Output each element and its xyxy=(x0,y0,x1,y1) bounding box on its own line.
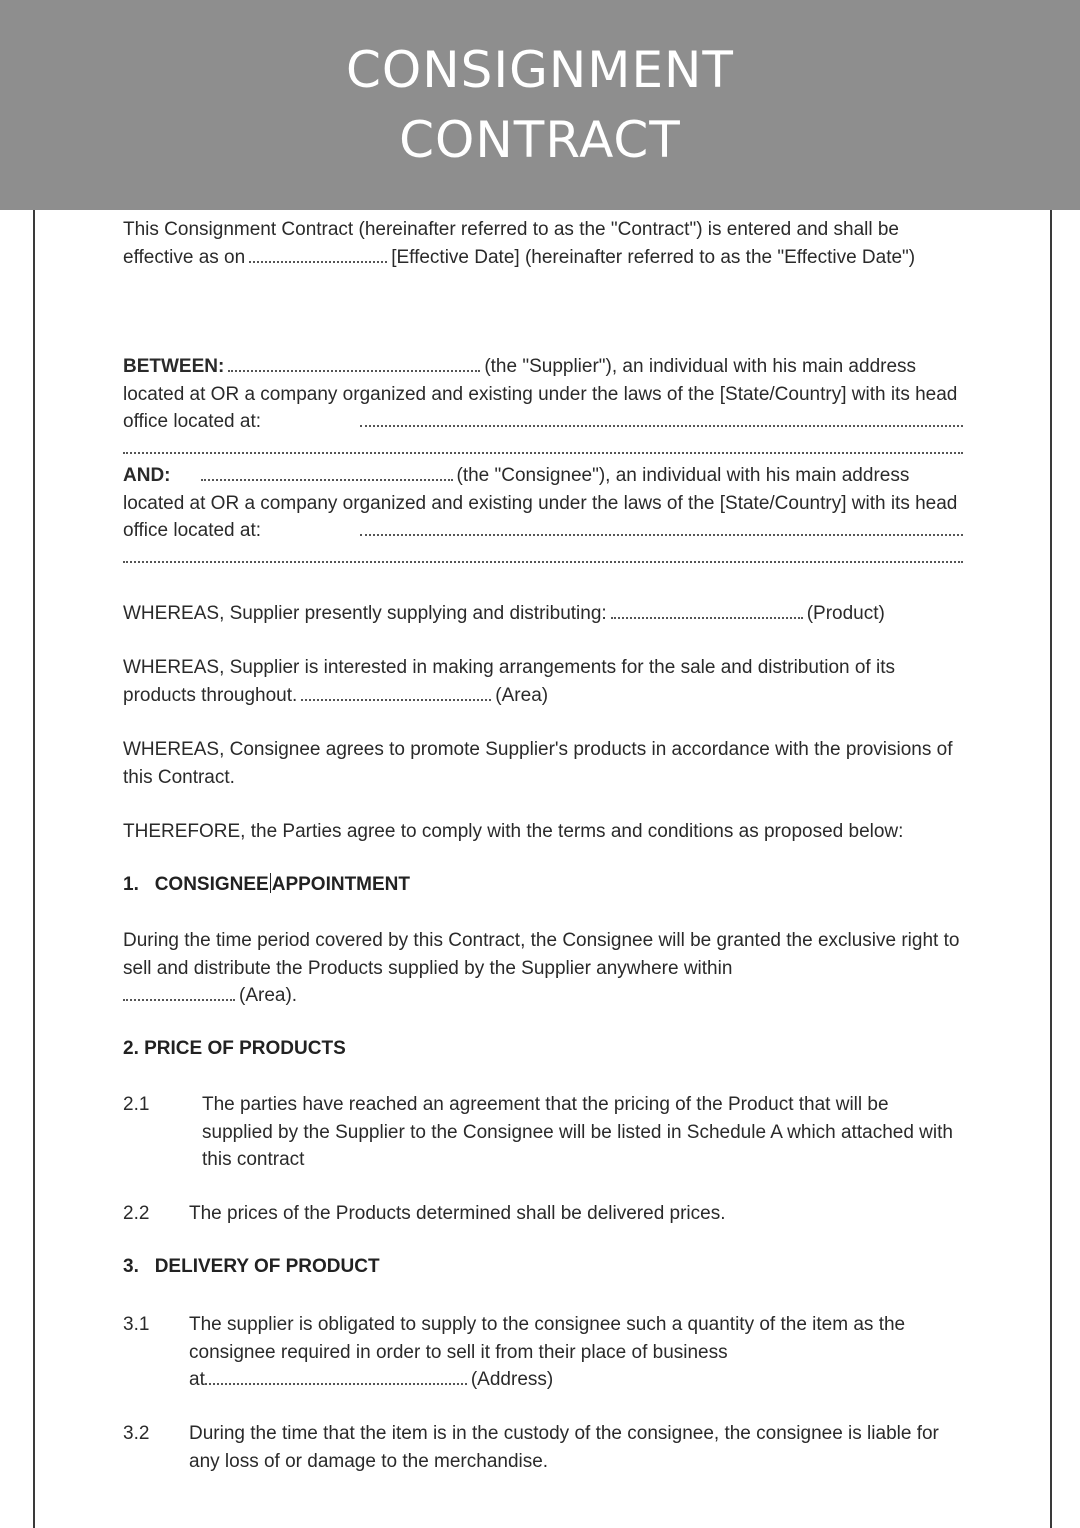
text-cursor xyxy=(270,873,271,893)
section-2-heading: 2. PRICE OF PRODUCTS xyxy=(123,1038,346,1059)
supplier-address-blank-1 xyxy=(360,425,963,427)
therefore-paragraph: THEREFORE, the Parties agree to comply with the terms and conditions as proposed below: xyxy=(123,821,904,842)
and-paragraph xyxy=(123,462,963,545)
whereas-1-suffix: (Product) xyxy=(806,603,885,624)
clause-3-2-text: During the time that the item is in the custody of the consignee, the consignee is liable for any loss of or damage to the merchandise. xyxy=(189,1423,939,1472)
supplier-address-blank-2 xyxy=(123,452,963,454)
section-1-body-text: During the time period covered by this Contract, the Consignee will be granted the exclusive right to sell and distribute the Products supplied by the Supplier anywhere within xyxy=(123,930,960,979)
clause-3-1-prefix: at xyxy=(189,1369,205,1390)
address-blank xyxy=(205,1383,467,1385)
section-1-heading xyxy=(123,871,410,899)
intro-paragraph xyxy=(123,216,963,271)
page-border-right xyxy=(1050,210,1052,1528)
title-banner xyxy=(0,0,1080,210)
clause-2-1-text: The parties have reached an agreement that the pricing of the Product that will be supplied by the Supplier to the Consignee will be listed in Schedule A which attached with this contract xyxy=(202,1094,953,1170)
whereas-3-paragraph: WHEREAS, Consignee agrees to promote Supplier's products in accordance with the provisions of this Contract. xyxy=(123,739,953,788)
section-3-title: DELIVERY OF PRODUCT xyxy=(154,1256,380,1277)
whereas-2-text: WHEREAS, Supplier is interested in making arrangements for the sale and distribution of its products throughout. xyxy=(123,657,895,706)
between-paragraph xyxy=(123,353,963,436)
between-text: (the "Supplier"), an individual with his main address located at OR a company organized and existing under the laws of the [State/Country] with its head office located at: xyxy=(123,356,958,432)
consignee-address-blank-2 xyxy=(123,561,963,563)
area-blank-1 xyxy=(301,699,491,701)
clause-3-1-text xyxy=(189,1311,939,1394)
whereas-2-paragraph xyxy=(123,654,963,709)
between-label: BETWEEN: xyxy=(123,356,225,377)
clause-2-2-text: The prices of the Products determined shall be delivered prices. xyxy=(189,1203,726,1224)
section-3-number: 3. xyxy=(123,1256,139,1277)
section-3-heading xyxy=(123,1253,380,1281)
section-1-suffix: (Area). xyxy=(239,985,298,1006)
area-blank-2 xyxy=(123,999,235,1001)
effective-date-blank xyxy=(249,261,387,263)
consignee-name-blank xyxy=(201,479,453,481)
banner-title-line2: CONTRACT xyxy=(399,111,681,169)
clause-3-2-number: 3.2 xyxy=(123,1423,150,1444)
consignee-address-blank-1 xyxy=(360,534,963,536)
banner-title-line1: CONSIGNMENT xyxy=(346,41,734,99)
supplier-name-blank xyxy=(228,370,480,372)
whereas-2-suffix: (Area) xyxy=(495,684,549,706)
intro-text-part1: This Consignment Contract (hereinafter referred to as the "Contract") is entered and shall be effective as on xyxy=(123,219,899,268)
section-1-number: 1. xyxy=(123,874,139,895)
clause-2-1-number: 2.1 xyxy=(123,1094,150,1115)
whereas-1-text: WHEREAS, Supplier presently supplying and distributing: xyxy=(123,603,607,624)
intro-text-part2: [Effective Date] (hereinafter referred to as the "Effective Date") xyxy=(391,246,916,268)
clause-3-1-number: 3.1 xyxy=(123,1314,150,1335)
section-1-title-a: CONSIGNEE xyxy=(154,874,269,895)
clause-3-1-body: The supplier is obligated to supply to the consignee such a quantity of the item as the consignee required in order to sell it from their place of business xyxy=(189,1314,906,1363)
product-blank xyxy=(611,617,803,619)
section-1-body xyxy=(123,927,963,1010)
and-label: AND: xyxy=(123,465,171,486)
and-text: (the "Consignee"), an individual with his main address located at OR a company organized and existing under the laws of the [State/Country] with its head office located at: xyxy=(123,465,958,541)
whereas-1-paragraph xyxy=(123,600,963,628)
section-1-title-b: APPOINTMENT xyxy=(271,874,411,895)
clause-3-1-suffix: (Address) xyxy=(470,1369,554,1390)
clause-2-2-number: 2.2 xyxy=(123,1203,150,1224)
page-border-left xyxy=(33,210,35,1528)
